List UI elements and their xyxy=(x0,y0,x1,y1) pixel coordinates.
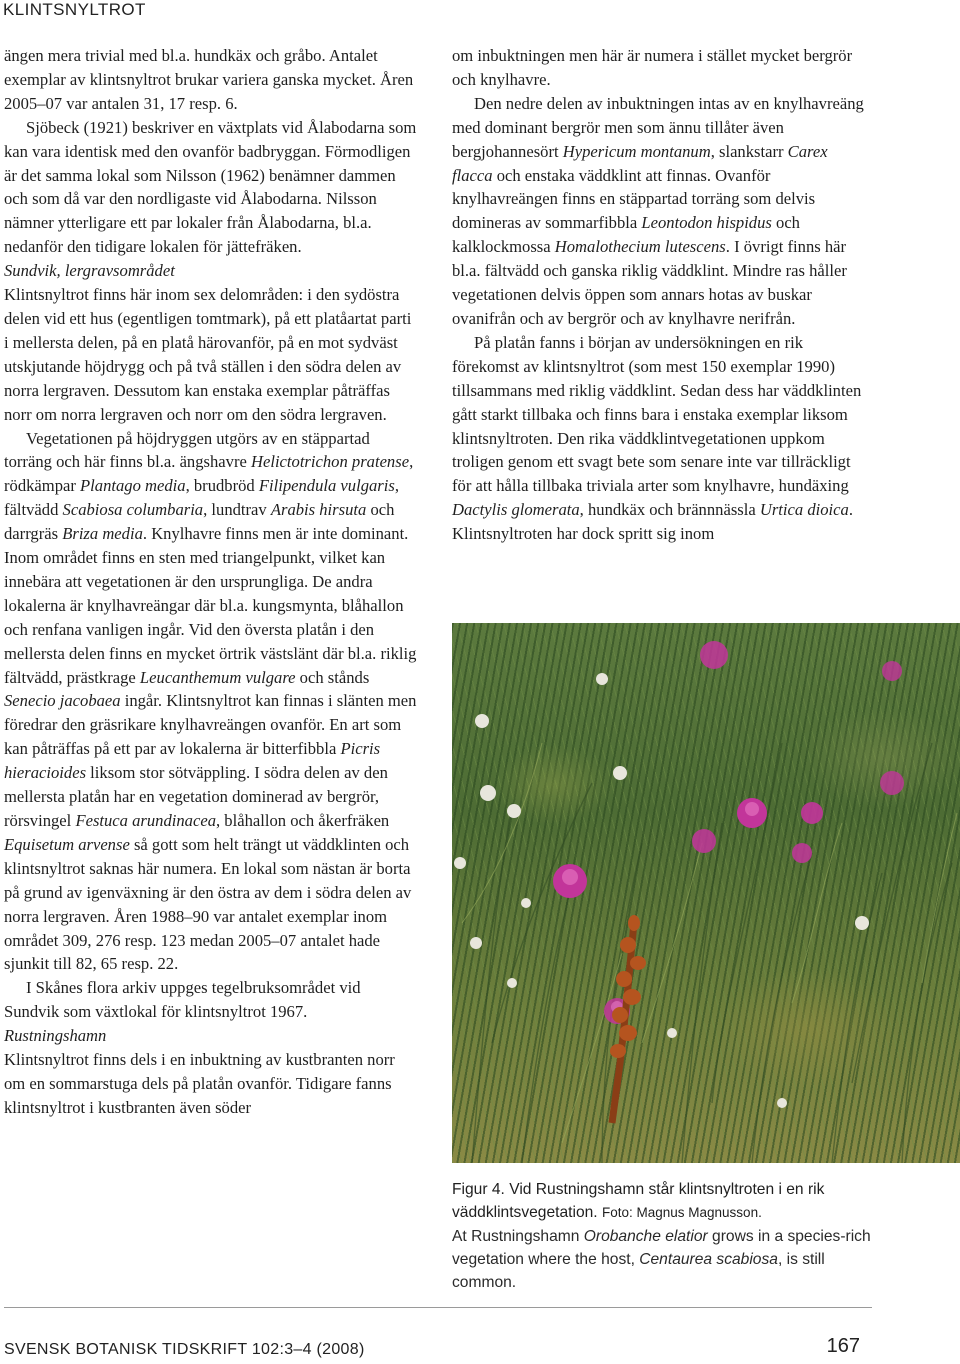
species-name: Scabiosa columbaria xyxy=(62,500,204,520)
species-name: Dactylis glomerata xyxy=(452,500,580,520)
species-name: Urtica dioica xyxy=(759,500,849,520)
page-number: 167 xyxy=(826,1335,860,1357)
paragraph: om inbuktningen men här är numera i stället mycket bergrör och knylhavre. xyxy=(452,46,853,89)
photo-credit: Foto: Magnus Magnusson. xyxy=(601,1205,762,1221)
species-name: Festuca arundinacea xyxy=(75,811,216,830)
species-name: Briza media xyxy=(62,524,143,544)
species-name: Hypericum montanum xyxy=(562,141,711,161)
paragraph: ängen mera trivial med bl.a. hundkäx och gråbo. Antalet exemplar av klintsnyltrot brukar variera ganska mycket. Åren 2005–07 var antalen 31, 17 resp. 6. xyxy=(4,46,414,113)
paragraph: Klintsnyltrot finns dels i en inbuktning av kustbranten norr om en sommarstuga dels på platån ovanför. Tidigare fanns klintsnyltrot i kustbranten även söder xyxy=(4,1050,395,1117)
scabious-flowers xyxy=(454,673,869,1108)
paragraph: På platån fanns i början av undersökningen en rik förekomst av klintsnyltrot (som mest 150 exemplar 1990) tillsammans med riklig väddklint. Sedan dess har väddklinten gått starkt tillbaka och finns bara i enstaka exemplar liksom klintsnyltroten. Den rika väddklintvegetationen uppkom troligen genom ett svagt bete som senare inte var tillräckligt för att hålla tillbaka triviala arter som knylhavre, hundäxing Dactylis glomerata, hundkäx och brännnässla Urtica dioica. Klintsnyltroten har dock spritt sig inom xyxy=(452,332,862,544)
paragraph: Klintsnyltrot finns här inom sex delområden: i den sydöstra delen vid ett hus (egentligen tomtmark), på ett platåartat parti i mellersta delen, på en platå härovanför, på en mot sydväst utskjutande höjdrygg och på två ställen i den södra delen av norra lergraven. Dessutom kan enstaka exemplar påträffas norr om norra lergraven och norr om den södra lergraven. xyxy=(4,285,412,424)
section-heading: Rustningshamn xyxy=(4,1026,107,1046)
species-name: Leucanthemum vulgare xyxy=(139,667,296,687)
paragraph: Vegetationen på höjdryggen utgörs av en stäppartad torräng och här finns bl.a. ängshavre Helictotrichon pratense, rödkämpar Plantago media, brudbröd Filipendula vulgaris, fältvädd Scabiosa columbaria, lundtrav Arabis hirsuta och darrgräs Briza media. Knylhavre finns men är inte dominant. Inom området finns en sten med triangelpunkt, vilket kan innebära att vegetationen är den ursprungliga. De andra lokalerna är knylhavreängar där bl.a. kungsmynta, blåhallon och renfana vanligen ingår. Vid den översta platån i den mellersta delen finns en mycket örtrik västslänt där bl.a. riklig fältvädd, prästkrage Leucanthemum vulgare och stånds Senecio jacobaea ingår. Klintsnyltrot kan finnas i slänten men föredrar den gräsrikare knylhavreängen ovanför. En art som kan påträffas på ett par av lokalerna är bitterfibbla Picris hieracioides liksom stor sötväppling. I södra delen av den mellersta platån har en vegetation dominerad av bergrör, rörsvingel Festuca arundinacea, blåhallon och åkerfräken Equisetum arvense så gott som helt trängt ut väddklinten och klintsnyltrot saknas här numera. En lokal som nästan är borta på grund av igenväxning är den östra av dem i södra delen av norra lergraven. Åren 1988–90 var antalet exemplar inom området 309, 276 resp. 123 medan 2005–07 antalet hade sjunkit till 82, 65 resp. 22. xyxy=(4,428,417,974)
caption-swedish: Figur 4. Vid Rustningshamn står klintsnyltroten i en rik väddklintsvegetation. xyxy=(452,1181,825,1222)
species-name: Leontodon hispidus xyxy=(641,213,772,233)
species-name: Helictotrichon pratense xyxy=(250,452,410,472)
paragraph: I Skånes flora arkiv uppges tegelbruksområdet vid Sundvik som växtlokal för klintsnyltrot 1967. xyxy=(4,978,361,1022)
meadow-photo xyxy=(452,623,960,1163)
right-column xyxy=(452,44,872,546)
species-name: Arabis hirsuta xyxy=(270,500,367,520)
meadow-photo-illustration xyxy=(452,623,960,1163)
caption-english: At Rustningshamn Orobanche elatior grows in a species-rich vegetation where the host, Centaurea scabiosa, is still common. xyxy=(452,1227,871,1292)
journal-name: SVENSK BOTANISK TIDSKRIFT 102:3–4 (2008) xyxy=(4,1341,365,1358)
broomrape-spike xyxy=(610,915,646,1123)
species-name: Plantago media xyxy=(80,476,186,496)
species-name: Senecio jacobaea xyxy=(4,691,121,711)
section-heading: Sundvik, lergravsområdet xyxy=(4,261,175,281)
species-name: Homalothecium lutescens xyxy=(554,237,726,257)
footer-rule xyxy=(4,1307,872,1308)
left-column xyxy=(4,44,419,1120)
species-name: Filipendula vulgaris xyxy=(258,476,395,496)
paragraph: Den nedre delen av inbuktningen intas av en knylhavreäng med dominant bergrör men som ännu tillåter även bergjohannesört Hypericum montanum, slankstarr Carex flacca och enstaka väddklint att finnas. Ovanför knylhavreängen finns en stäppartad torräng som delvis domineras av sommarfibbla Leontodon hispidus och kalklockmossa Homalothecium lutescens. I övrigt finns här bl.a. fältvädd och ganska riklig väddklint. Mindre ras håller vegetationen delvis öppen som annars hotas av buskar ovanifrån och av bergrör och av knylhavre nerifrån. xyxy=(452,93,864,328)
knapweed-flowers xyxy=(553,641,904,1024)
species-name: Equisetum arvense xyxy=(4,834,130,854)
paragraph: Sjöbeck (1921) beskriver en växtplats vid Ålabodarna som kan vara identisk med den ovanför badbryggan. Förmodligen är det samma lokal som Nilsson (1962) benämner dammen och som då var den nordligaste vid Ålabodarna. Nilsson nämner ytterligare ett par lokaler från Ålabodarna, bl.a. nedanför den tidigare lokalen för jättefräken. xyxy=(4,117,417,257)
species-name: Picris hieracioides xyxy=(4,739,381,783)
species-name: Carex flacca xyxy=(452,141,828,185)
running-head: KLINTSNYLTROT xyxy=(3,0,146,19)
species-name: Centaurea scabiosa xyxy=(639,1250,778,1268)
species-name: Orobanche elatior xyxy=(583,1227,708,1245)
figure-caption xyxy=(452,1178,877,1294)
